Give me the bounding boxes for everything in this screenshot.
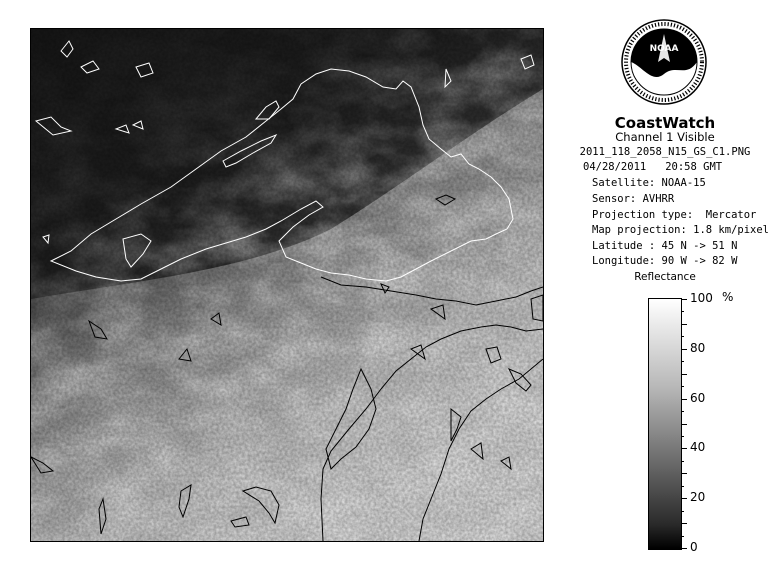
colorbar-tick bbox=[681, 411, 684, 412]
noaa-logo-icon bbox=[620, 18, 708, 106]
colorbar-tick-label: 80 bbox=[690, 341, 706, 355]
acquisition-time: 20:58 GMT bbox=[665, 161, 723, 173]
meta-projection-type: Projection type: Mercator bbox=[592, 209, 757, 221]
product-title: CoastWatch bbox=[614, 114, 716, 132]
reflectance-colorbar bbox=[648, 298, 682, 550]
colorbar-tick bbox=[681, 299, 687, 300]
colorbar-tick bbox=[681, 523, 687, 524]
colorbar-tick-label: 0 bbox=[690, 540, 698, 554]
acquisition-date: 04/28/2011 bbox=[583, 161, 647, 173]
satellite-image-svg bbox=[31, 29, 543, 541]
colorbar-tick bbox=[681, 349, 687, 350]
acquisition-datetime bbox=[583, 161, 722, 174]
colorbar-tick bbox=[681, 324, 687, 325]
colorbar-tick bbox=[681, 461, 684, 462]
colorbar-tick bbox=[681, 473, 687, 474]
colorbar-tick bbox=[681, 511, 684, 512]
colorbar-tick-label: 100 bbox=[690, 291, 713, 305]
colorbar-tick bbox=[681, 486, 684, 487]
colorbar-unit: % bbox=[722, 290, 734, 304]
colorbar-tick-label: 40 bbox=[690, 440, 706, 454]
colorbar-tick bbox=[681, 436, 684, 437]
channel-label: Channel 1 Visible bbox=[615, 130, 715, 144]
meta-longitude: Longitude: 90 W -> 82 W bbox=[592, 255, 738, 267]
colorbar-tick bbox=[681, 336, 684, 337]
satellite-image bbox=[30, 28, 544, 542]
colorbar-tick bbox=[681, 311, 684, 312]
colorbar-tick bbox=[681, 548, 687, 549]
colorbar-tick bbox=[681, 424, 687, 425]
colorbar-tick bbox=[681, 448, 687, 449]
colorbar-tick-label: 20 bbox=[690, 490, 706, 504]
colorbar-tick bbox=[681, 386, 684, 387]
colorbar-tick-label: 60 bbox=[690, 391, 706, 405]
colorbar-title: Reflectance bbox=[634, 271, 696, 283]
colorbar-tick bbox=[681, 399, 687, 400]
meta-sensor: Sensor: AVHRR bbox=[592, 193, 675, 205]
colorbar-tick bbox=[681, 498, 687, 499]
colorbar-tick bbox=[681, 361, 684, 362]
meta-latitude: Latitude : 45 N -> 51 N bbox=[592, 240, 738, 252]
image-grain bbox=[31, 29, 543, 541]
file-name: 2011_118_2058_N15_GS_C1.PNG bbox=[579, 146, 751, 158]
meta-satellite: Satellite: NOAA-15 bbox=[592, 177, 706, 189]
logo-text: NOAA bbox=[649, 44, 679, 54]
colorbar-tick bbox=[681, 374, 687, 375]
meta-map-projection: Map projection: 1.8 km/pixel bbox=[592, 224, 770, 236]
colorbar-tick bbox=[681, 536, 684, 537]
